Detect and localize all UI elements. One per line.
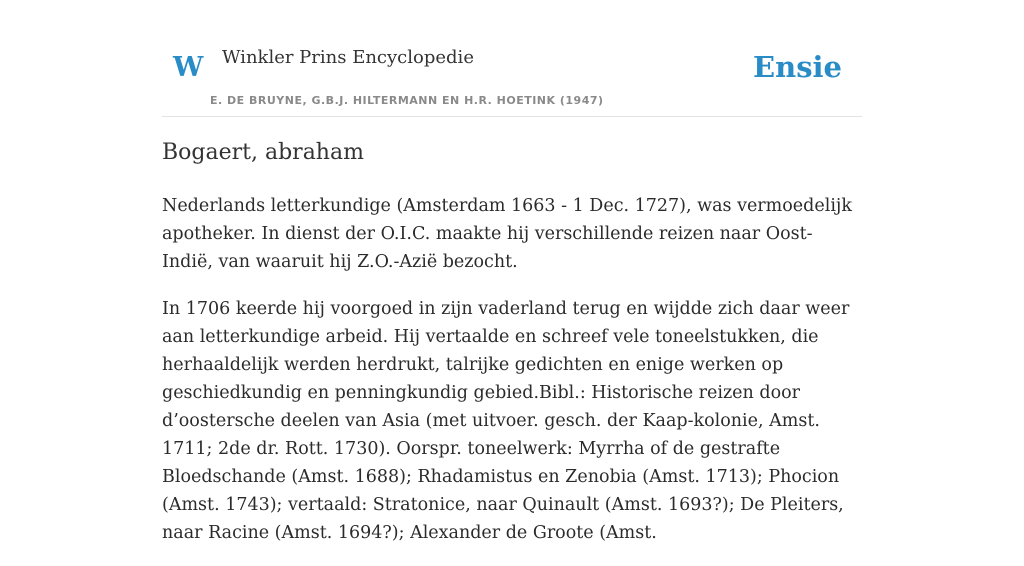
source-authors: E. DE BRUYNE, G.B.J. HILTERMANN EN H.R. HOETINK (1947) (210, 94, 604, 107)
entry-paragraph-1: Nederlands letterkundige (Amsterdam 1663 - 1 Dec. 1727), was vermoedelijk apotheker. In dienst der O.I.C. maakte hij verschillende reizen naar Oost-Indië, van waaruit hij Z.O.-Azië bezocht. (162, 196, 852, 272)
page (162, 0, 862, 543)
header (162, 0, 862, 117)
source-title[interactable]: Winkler Prins Encyclopedie (222, 47, 474, 68)
entry-paragraph-2: In 1706 keerde hij voorgoed in zijn vaderland terug en wijdde zich daar weer aan letterkundige arbeid. Hij vertaalde en schreef vele toneelstukken, die herhaaldelijk werden herdrukt, talrijke gedichten en enige werken op geschiedkundig en penningkundig gebied.Bibl.: Historische reizen door d’oostersche deelen van Asia (met uitvoer. gesch. der Kaap-kolonie, Amst. 1711; 2de dr. Rott. 1730). Oorspr. toneelwerk: Myrrha of de gestrafte Bloedschande (Amst. 1688); Rhadamistus en Zenobia (Amst. 1713); Phocion (Amst. 1743); vertaald: Stratonice, naar Quinault (Amst. 1693?); De Pleiters, naar Racine (Amst. 1694?); Alexander de Groote (Amst. (162, 299, 850, 543)
entry-body (162, 192, 862, 566)
entry-title: Bogaert, abraham (162, 140, 364, 165)
brand-logo-link[interactable]: Ensie (753, 50, 842, 84)
source-logo-icon[interactable]: W (173, 52, 204, 83)
